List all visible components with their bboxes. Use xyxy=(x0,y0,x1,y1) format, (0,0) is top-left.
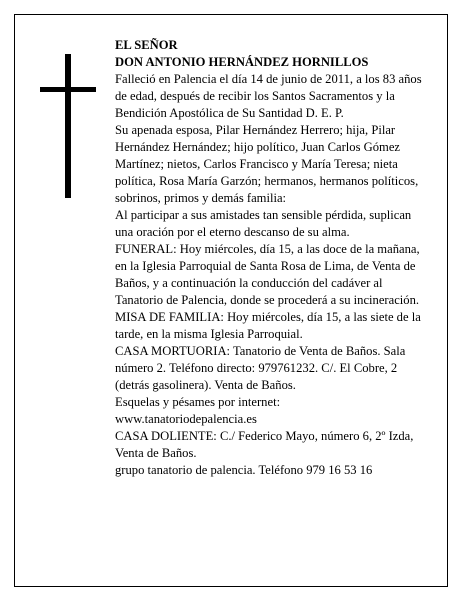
online-condolences-label: Esquelas y pésames por internet: xyxy=(115,395,281,409)
funeral-paragraph: FUNERAL: Hoy miércoles, día 15, a las doce de la mañana, en la Iglesia Parroquial de Santa Rosa de Lima, de Venta de Baños, y a continuación la conducción del cadáver al Tanatorio de Palencia, donde se procederá a su incineración. xyxy=(115,242,420,307)
cross-vertical-bar xyxy=(65,54,71,198)
death-paragraph: Falleció en Palencia el día 14 de junio de 2011, a los 83 años de edad, después de recibir los Santos Sacramentos y la Bendición Apostólica de Su Santidad D. E. P. xyxy=(115,72,422,120)
notice-title: EL SEÑOR xyxy=(115,38,178,52)
mourning-house-paragraph: CASA DOLIENTE: C./ Federico Mayo, número 6, 2º Izda, Venta de Baños. xyxy=(115,429,414,460)
latin-cross-icon xyxy=(40,54,96,198)
footer-paragraph: grupo tanatorio de palencia. Teléfono 979 16 53 16 xyxy=(115,463,373,477)
funeral-home-paragraph: CASA MORTUORIA: Tanatorio de Venta de Baños. Sala número 2. Teléfono directo: 979761232. C/. El Cobre, 2 (detrás gasolinera). Venta de Baños. xyxy=(115,344,406,392)
family-mass-paragraph: MISA DE FAMILIA: Hoy miércoles, día 15, a las siete de la tarde, en la misma Iglesia Parroquial. xyxy=(115,310,421,341)
cross-horizontal-bar xyxy=(40,87,96,92)
online-condolences-url: www.tanatoriodepalencia.es xyxy=(115,412,257,426)
family-paragraph: Su apenada esposa, Pilar Hernández Herrero; hija, Pilar Hernández Hernández; hijo político, Juan Carlos Gómez Martínez; nietos, Carlos Francisco y María Teresa; nieta política, Rosa María Garzón; hermanos, hermanos políticos, sobrinos, primos y demás familia: xyxy=(115,123,419,205)
obituary-text xyxy=(115,37,431,479)
deceased-name: DON ANTONIO HERNÁNDEZ HORNILLOS xyxy=(115,55,369,69)
prayer-request-paragraph: Al participar a sus amistades tan sensible pérdida, suplican una oración por el eterno descanso de su alma. xyxy=(115,208,412,239)
